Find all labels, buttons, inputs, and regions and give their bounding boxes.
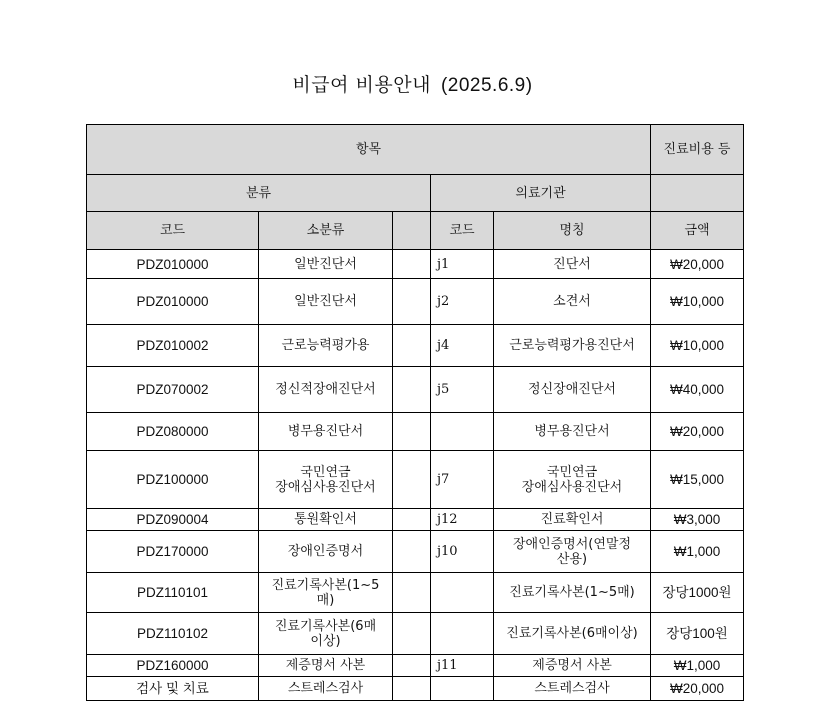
row-code: PDZ010000 [87, 279, 259, 325]
row-code: PDZ110101 [87, 573, 259, 613]
row-name: 제증명서 사본 [494, 655, 651, 677]
row-code: PDZ100000 [87, 451, 259, 509]
header-name: 명칭 [494, 212, 651, 250]
row-name: 정신장애진단서 [494, 367, 651, 413]
row-blank [393, 613, 431, 655]
header-code: 코드 [87, 212, 259, 250]
row-inst-code [431, 677, 494, 701]
row-amount: ₩1,000 [651, 531, 744, 573]
row-subcategory: 일반진단서 [259, 250, 393, 279]
table-row [87, 531, 744, 573]
row-blank [393, 279, 431, 325]
row-amount: ₩10,000 [651, 279, 744, 325]
row-subcategory: 제증명서 사본 [259, 655, 393, 677]
row-blank [393, 677, 431, 701]
row-blank [393, 451, 431, 509]
header-amount: 금액 [651, 212, 744, 250]
table-row [87, 325, 744, 367]
row-amount: ₩15,000 [651, 451, 744, 509]
table-row [87, 413, 744, 451]
fee-table [86, 124, 744, 701]
table-row [87, 451, 744, 509]
row-amount: ₩20,000 [651, 677, 744, 701]
title-date: (2025.6.9) [440, 75, 533, 96]
header-inst-code: 코드 [431, 212, 494, 250]
row-name: 진료기록사본(6매이상) [494, 613, 651, 655]
row-code: PDZ110102 [87, 613, 259, 655]
header-category: 분류 [87, 175, 431, 212]
table-row [87, 655, 744, 677]
row-amount: ₩40,000 [651, 367, 744, 413]
row-inst-code: j12 [431, 509, 494, 531]
row-code: PDZ160000 [87, 655, 259, 677]
row-code: PDZ010002 [87, 325, 259, 367]
row-name: 소견서 [494, 279, 651, 325]
row-subcategory: 국민연금 장애심사용진단서 [259, 451, 393, 509]
row-blank [393, 655, 431, 677]
table-body [87, 250, 744, 701]
row-blank [393, 531, 431, 573]
row-name: 국민연금 장애심사용진단서 [494, 451, 651, 509]
table-row [87, 367, 744, 413]
row-subcategory: 진료기록사본(6매 이상) [259, 613, 393, 655]
header-empty [651, 175, 744, 212]
row-subcategory: 통원확인서 [259, 509, 393, 531]
row-name: 장애인증명서(연말정 산용) [494, 531, 651, 573]
row-blank [393, 325, 431, 367]
row-inst-code [431, 613, 494, 655]
row-name: 스트레스검사 [494, 677, 651, 701]
row-code: PDZ010000 [87, 250, 259, 279]
table-row [87, 509, 744, 531]
row-blank [393, 367, 431, 413]
header-row-3 [87, 212, 744, 250]
table-row [87, 250, 744, 279]
header-row-1 [87, 125, 744, 175]
page-title [0, 70, 825, 97]
row-blank [393, 509, 431, 531]
table-row [87, 613, 744, 655]
row-inst-code [431, 413, 494, 451]
row-subcategory: 진료기록사본(1~5 매) [259, 573, 393, 613]
row-blank [393, 250, 431, 279]
row-name: 진료기록사본(1~5매) [494, 573, 651, 613]
header-item: 항목 [87, 125, 651, 175]
row-amount: ₩10,000 [651, 325, 744, 367]
row-inst-code: j7 [431, 451, 494, 509]
row-code: PDZ070002 [87, 367, 259, 413]
header-blank [393, 212, 431, 250]
table-row [87, 677, 744, 701]
row-name: 병무용진단서 [494, 413, 651, 451]
row-name: 진단서 [494, 250, 651, 279]
row-subcategory: 일반진단서 [259, 279, 393, 325]
row-blank [393, 413, 431, 451]
row-code: 검사 및 치료 [87, 677, 259, 701]
title-text: 비급여 비용안내 [292, 74, 431, 96]
table-row [87, 573, 744, 613]
row-inst-code: j4 [431, 325, 494, 367]
row-inst-code: j2 [431, 279, 494, 325]
row-subcategory: 스트레스검사 [259, 677, 393, 701]
row-amount: 장당1000원 [651, 573, 744, 613]
row-subcategory: 장애인증명서 [259, 531, 393, 573]
row-amount: ₩20,000 [651, 250, 744, 279]
header-cost: 진료비용 등 [651, 125, 744, 175]
row-code: PDZ090004 [87, 509, 259, 531]
row-name: 진료확인서 [494, 509, 651, 531]
row-blank [393, 573, 431, 613]
header-row-2 [87, 175, 744, 212]
header-subcategory: 소분류 [259, 212, 393, 250]
row-inst-code: j11 [431, 655, 494, 677]
row-amount: ₩20,000 [651, 413, 744, 451]
row-subcategory: 근로능력평가용 [259, 325, 393, 367]
row-inst-code [431, 573, 494, 613]
row-code: PDZ080000 [87, 413, 259, 451]
row-subcategory: 병무용진단서 [259, 413, 393, 451]
row-subcategory: 정신적장애진단서 [259, 367, 393, 413]
row-inst-code: j1 [431, 250, 494, 279]
row-name: 근로능력평가용진단서 [494, 325, 651, 367]
row-inst-code: j5 [431, 367, 494, 413]
table-row [87, 279, 744, 325]
row-amount: 장당100원 [651, 613, 744, 655]
row-code: PDZ170000 [87, 531, 259, 573]
row-inst-code: j10 [431, 531, 494, 573]
row-amount: ₩1,000 [651, 655, 744, 677]
header-institution: 의료기관 [431, 175, 651, 212]
row-amount: ₩3,000 [651, 509, 744, 531]
